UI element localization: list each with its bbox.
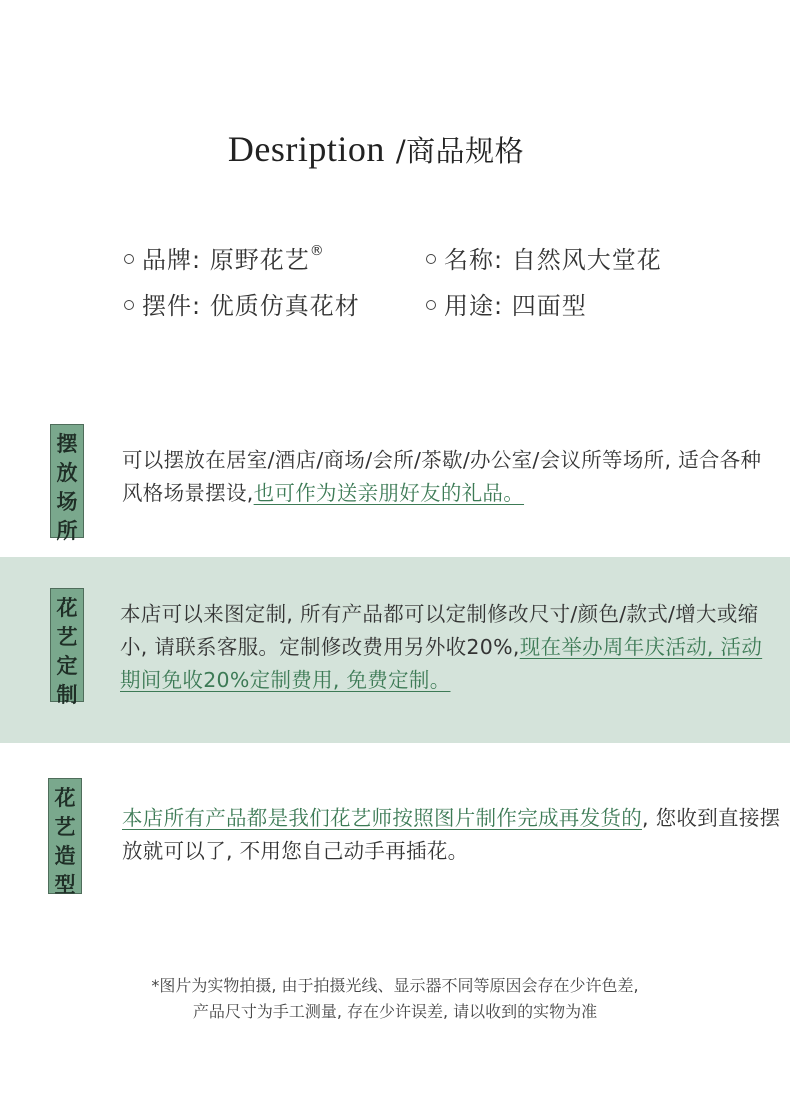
placement-text: 可以摆放在居室/酒店/商场/会所/茶歇/办公室/会议所等场所, 适合各种风格场景摆设, [122,448,762,505]
bullet-circle-icon [124,300,134,310]
custom-paragraph [120,598,780,697]
custom-highlight: 现在举办周年庆活动, 活动期间免收20%定制费用, 免费定制。 [120,635,763,692]
badge-styling: 花 艺 造 型 [48,778,82,894]
disclaimer-note [0,973,790,1025]
placement-highlight: 也可作为送亲朋好友的礼品。 [253,481,525,505]
custom-text: 本店可以来图定制, 所有产品都可以定制修改尺寸/颜色/款式/增大或缩小, 请联系客服。定制修改费用另外收20%, [120,602,759,659]
disclaimer-line-2: 产品尺寸为手工测量, 存在少许误差, 请以收到的实物为准 [192,1002,598,1021]
bullet-circle-icon [124,254,134,264]
bullet-circle-icon [426,300,436,310]
page-title [0,128,752,170]
registered-mark: ® [309,243,325,259]
styling-highlight: 本店所有产品都是我们花艺师按照图片制作完成再发货的 [122,806,642,830]
spec-usage [426,286,587,321]
spec-name-label: 名称: 自然风大堂花 [444,246,662,274]
placement-paragraph [122,444,782,510]
badge-placement: 摆 放 场 所 [50,424,84,538]
spec-material [124,286,360,321]
title-english: Desription [227,129,385,169]
spec-material-label: 摆件: 优质仿真花材 [142,292,360,320]
styling-paragraph [122,802,782,868]
disclaimer-line-1: *图片为实物拍摄, 由于拍摄光线、显示器不同等原因会存在少许色差, [151,976,639,995]
spec-brand [124,240,325,275]
spec-usage-label: 用途: 四面型 [444,292,587,320]
badge-custom: 花 艺 定 制 [50,588,84,702]
title-chinese: /商品规格 [395,134,525,168]
styling-text: , 您收到直接摆放就可以了, 不用您自己动手再插花。 [122,806,781,863]
bullet-circle-icon [426,254,436,264]
spec-brand-label: 品牌: 原野花艺 [142,246,310,274]
spec-name [426,240,662,275]
